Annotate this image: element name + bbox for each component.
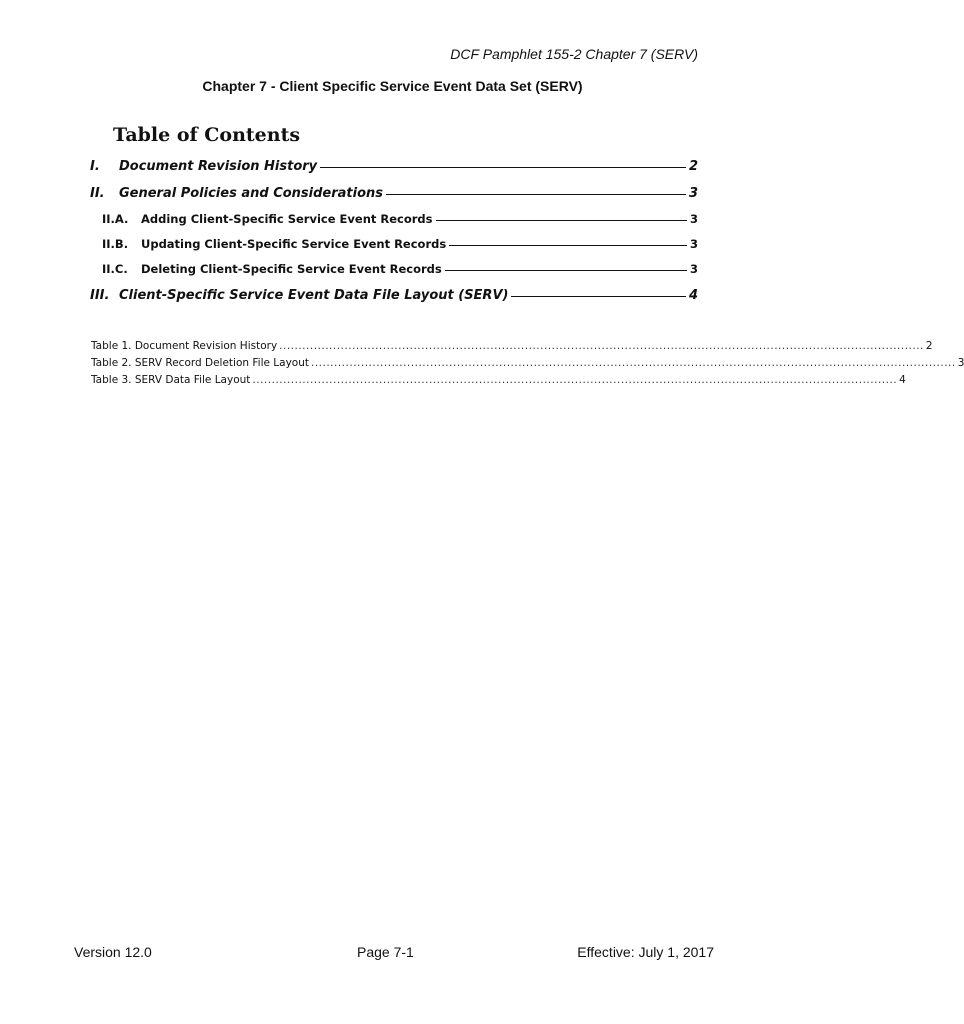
toc-leader — [511, 296, 686, 297]
toc-entry-title: Document Revision History — [119, 159, 318, 174]
footer-page-number: Page 7-1 — [357, 944, 414, 960]
toc-entry-page: 3 — [689, 212, 698, 226]
toc-entry-number: II. — [90, 186, 105, 201]
toc-entry-page: 2 — [688, 159, 698, 174]
table-list-page: 4 — [899, 374, 906, 386]
toc-entry-page: 3 — [689, 237, 698, 251]
toc-entry-number: II.B. — [102, 237, 129, 251]
toc-entry-page: 3 — [688, 186, 698, 201]
toc-entry-general-policies[interactable] — [90, 186, 698, 201]
chapter-title: Chapter 7 - Client Specific Service Event Data Set (SERV) — [202, 78, 583, 94]
toc-entry-title: Client-Specific Service Event Data File Layout (SERV) — [119, 288, 509, 303]
toc-leader — [445, 270, 687, 271]
toc-entry-number: II.A. — [102, 212, 129, 226]
toc-entry-title: General Policies and Considerations — [119, 186, 384, 201]
table-list-title: Table 2. SERV Record Deletion File Layout — [91, 357, 309, 369]
running-header: DCF Pamphlet 155-2 Chapter 7 (SERV) — [450, 46, 698, 62]
toc-leader — [449, 245, 687, 246]
table-list-page: 3 — [957, 357, 964, 369]
footer-version: Version 12.0 — [74, 944, 152, 960]
toc-entry-title: Adding Client-Specific Service Event Records — [141, 212, 433, 226]
footer-effective-date: Effective: July 1, 2017 — [577, 944, 714, 960]
toc-entry-page: 3 — [689, 262, 698, 276]
table-list-entry-3[interactable] — [91, 374, 906, 386]
table-list-entry-2[interactable] — [91, 357, 964, 369]
table-list-leader: ........................................................................................................................................................................ — [279, 340, 924, 352]
toc-heading: Table of Contents — [113, 124, 301, 146]
table-list-leader: ........................................................................................................................................................................ — [310, 357, 956, 369]
toc-leader — [320, 167, 686, 168]
toc-leader — [386, 194, 686, 195]
toc-leader — [436, 220, 687, 221]
toc-entry-title: Updating Client-Specific Service Event Records — [141, 237, 447, 251]
toc-entry-adding-records[interactable] — [102, 212, 698, 226]
table-list-title: Table 1. Document Revision History — [91, 340, 278, 352]
table-list-page: 2 — [925, 340, 933, 352]
toc-entry-data-file-layout[interactable] — [90, 288, 698, 303]
toc-entry-updating-records[interactable] — [102, 237, 698, 251]
table-list-entry-1[interactable] — [91, 340, 933, 352]
table-list-leader: ........................................................................................................................................................................ — [252, 374, 898, 386]
toc-entry-page: 4 — [688, 288, 698, 303]
toc-entry-document-revision-history[interactable] — [90, 159, 698, 174]
toc-entry-deleting-records[interactable] — [102, 262, 698, 276]
toc-entry-number: II.C. — [102, 262, 128, 276]
toc-entry-title: Deleting Client-Specific Service Event Records — [141, 262, 442, 276]
table-list-title: Table 3. SERV Data File Layout — [91, 374, 251, 386]
toc-entry-number: III. — [90, 288, 110, 303]
toc-entry-number: I. — [90, 159, 100, 174]
